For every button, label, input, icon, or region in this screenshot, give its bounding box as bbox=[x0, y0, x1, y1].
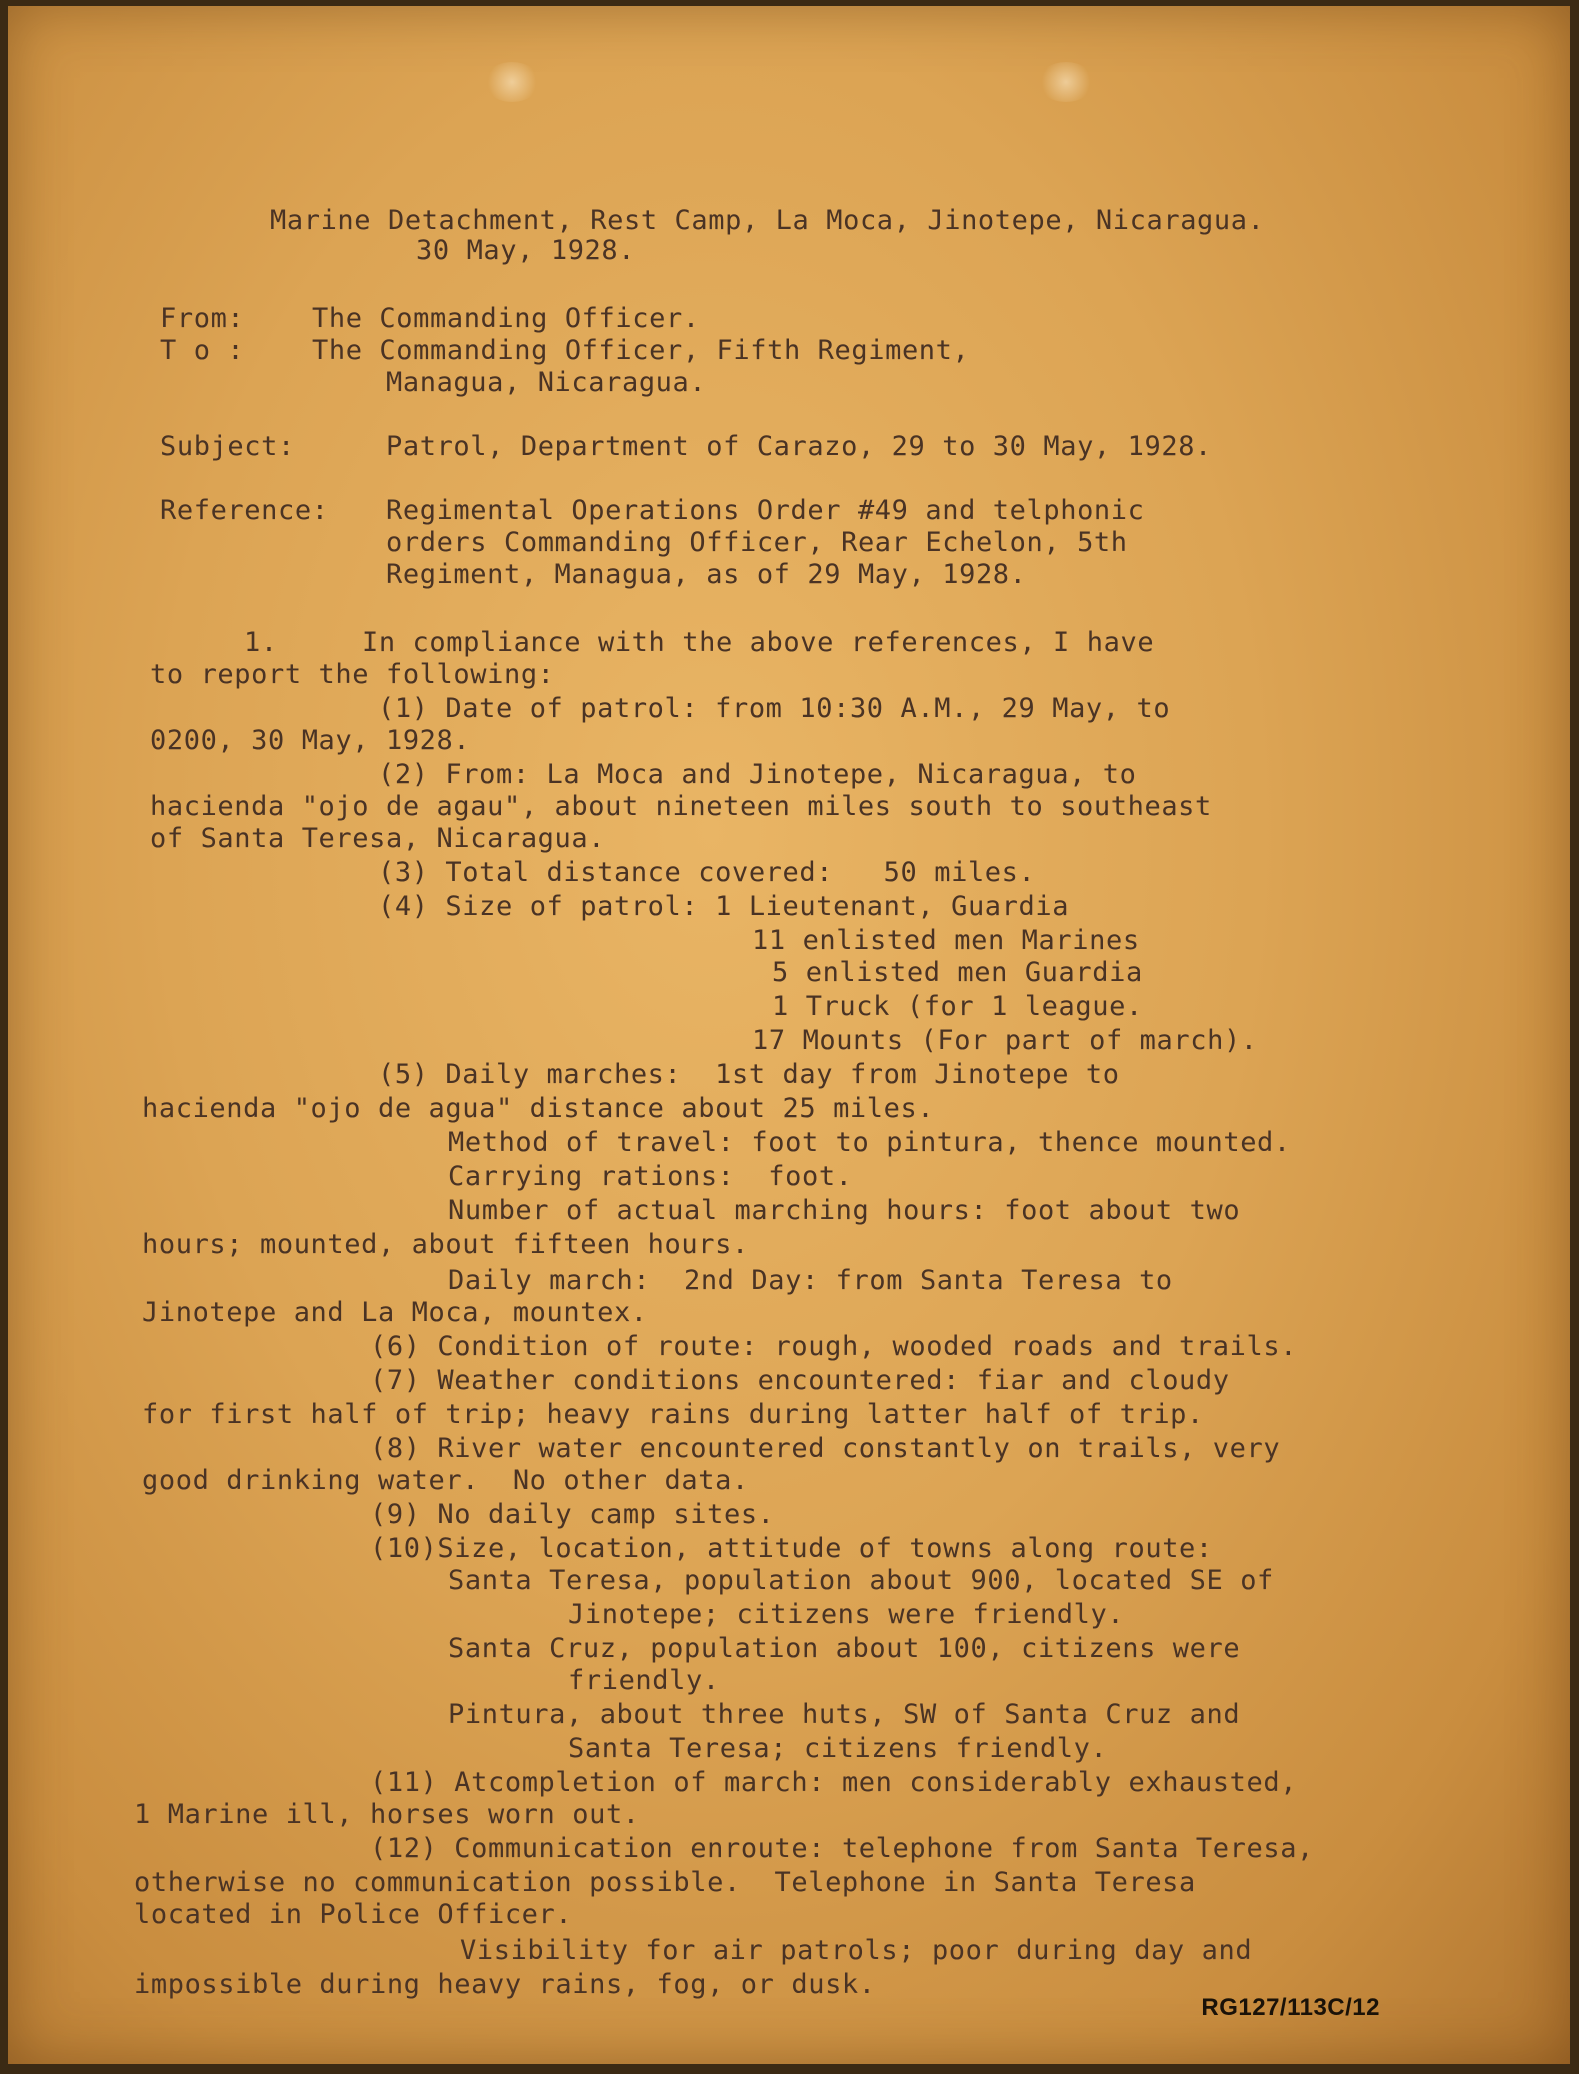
body-line: (6) Condition of route: rough, wooded roads and trails. bbox=[370, 1331, 1298, 1362]
body-line: Visibility for air patrols; poor during day and bbox=[460, 1935, 1253, 1966]
heading-date: 30 May, 1928. bbox=[416, 235, 636, 266]
body-line: to report the following: bbox=[150, 659, 555, 690]
body-line: (9) No daily camp sites. bbox=[370, 1499, 775, 1530]
body-line: hacienda "ojo de agau", about nineteen miles south to southeast bbox=[150, 791, 1212, 822]
body-line: Number of actual marching hours: foot about two bbox=[448, 1195, 1241, 1226]
body-line: (12) Communication enroute: telephone from Santa Teresa, bbox=[370, 1833, 1314, 1864]
body-line: (1) Date of patrol: from 10:30 A.M., 29 May, to bbox=[378, 693, 1171, 724]
body-line: Method of travel: foot to pintura, thence mounted. bbox=[448, 1127, 1291, 1158]
body-line: (2) From: La Moca and Jinotepe, Nicaragua, to bbox=[378, 759, 1137, 790]
body-line: 1 Truck (for 1 league. bbox=[772, 991, 1143, 1022]
body-line: (10)Size, location, attitude of towns along route: bbox=[370, 1533, 1213, 1564]
body-line: 1 Marine ill, horses worn out. bbox=[134, 1799, 640, 1830]
body-line: Carrying rations: foot. bbox=[448, 1161, 853, 1192]
body-line: 1. In compliance with the above references, I have bbox=[244, 627, 1155, 658]
body-line: Pintura, about three huts, SW of Santa Cruz and bbox=[448, 1699, 1241, 1730]
body-line: otherwise no communication possible. Telephone in Santa Teresa bbox=[134, 1867, 1196, 1898]
body-line: (11) Atcompletion of march: men considerably exhausted, bbox=[370, 1767, 1298, 1798]
body-line: good drinking water. No other data. bbox=[142, 1465, 749, 1496]
from-label: From: bbox=[160, 303, 245, 334]
body-line: Santa Teresa, population about 900, located SE of bbox=[448, 1565, 1274, 1596]
from-value: The Commanding Officer. bbox=[312, 303, 700, 334]
punch-hole bbox=[484, 62, 540, 102]
subject-value: Patrol, Department of Carazo, 29 to 30 May, 1928. bbox=[386, 431, 1212, 462]
body-line: friendly. bbox=[568, 1665, 720, 1696]
body-line: hacienda "ojo de agua" distance about 25 miles. bbox=[142, 1093, 935, 1124]
subject-label: Subject: bbox=[160, 431, 295, 462]
heading-line: Marine Detachment, Rest Camp, La Moca, Jinotepe, Nicaragua. bbox=[270, 205, 1265, 236]
to-value-cont: Managua, Nicaragua. bbox=[386, 367, 707, 398]
reference-value-cont: orders Commanding Officer, Rear Echelon, 5th bbox=[386, 527, 1128, 558]
reference-value: Regimental Operations Order #49 and telphonic bbox=[386, 495, 1145, 526]
body-line: 17 Mounts (For part of march). bbox=[752, 1025, 1258, 1056]
body-line: Santa Teresa; citizens friendly. bbox=[568, 1733, 1108, 1764]
body-line: Jinotepe and La Moca, mountex. bbox=[142, 1297, 648, 1328]
body-line: of Santa Teresa, Nicaragua. bbox=[150, 823, 606, 854]
body-line: for first half of trip; heavy rains during latter half of trip. bbox=[142, 1399, 1204, 1430]
body-line: impossible during heavy rains, fog, or dusk. bbox=[134, 1969, 876, 2000]
body-line: Jinotepe; citizens were friendly. bbox=[568, 1599, 1125, 1630]
body-line: 11 enlisted men Marines bbox=[752, 925, 1140, 956]
body-line: Santa Cruz, population about 100, citizens were bbox=[448, 1633, 1241, 1664]
body-line: (3) Total distance covered: 50 miles. bbox=[378, 857, 1036, 888]
body-line: (7) Weather conditions encountered: fiar and cloudy bbox=[370, 1365, 1230, 1396]
body-line: located in Police Officer. bbox=[134, 1899, 573, 1930]
body-line: (8) River water encountered constantly on trails, very bbox=[370, 1433, 1281, 1464]
to-label: T o : bbox=[160, 335, 245, 366]
body-line: (5) Daily marches: 1st day from Jinotepe to bbox=[378, 1059, 1120, 1090]
body-line: (4) Size of patrol: 1 Lieutenant, Guardia bbox=[378, 891, 1070, 922]
to-value: The Commanding Officer, Fifth Regiment, bbox=[312, 335, 970, 366]
body-line: Daily march: 2nd Day: from Santa Teresa to bbox=[448, 1265, 1173, 1296]
body-line: 0200, 30 May, 1928. bbox=[150, 725, 471, 756]
punch-hole bbox=[1038, 62, 1094, 102]
archive-stamp: RG127/113C/12 bbox=[1201, 1994, 1380, 2021]
body-line: hours; mounted, about fifteen hours. bbox=[142, 1229, 749, 1260]
reference-value-cont: Regiment, Managua, as of 29 May, 1928. bbox=[386, 559, 1027, 590]
reference-label: Reference: bbox=[160, 495, 329, 526]
body-line: 5 enlisted men Guardia bbox=[772, 957, 1143, 988]
document-page bbox=[8, 6, 1570, 2064]
